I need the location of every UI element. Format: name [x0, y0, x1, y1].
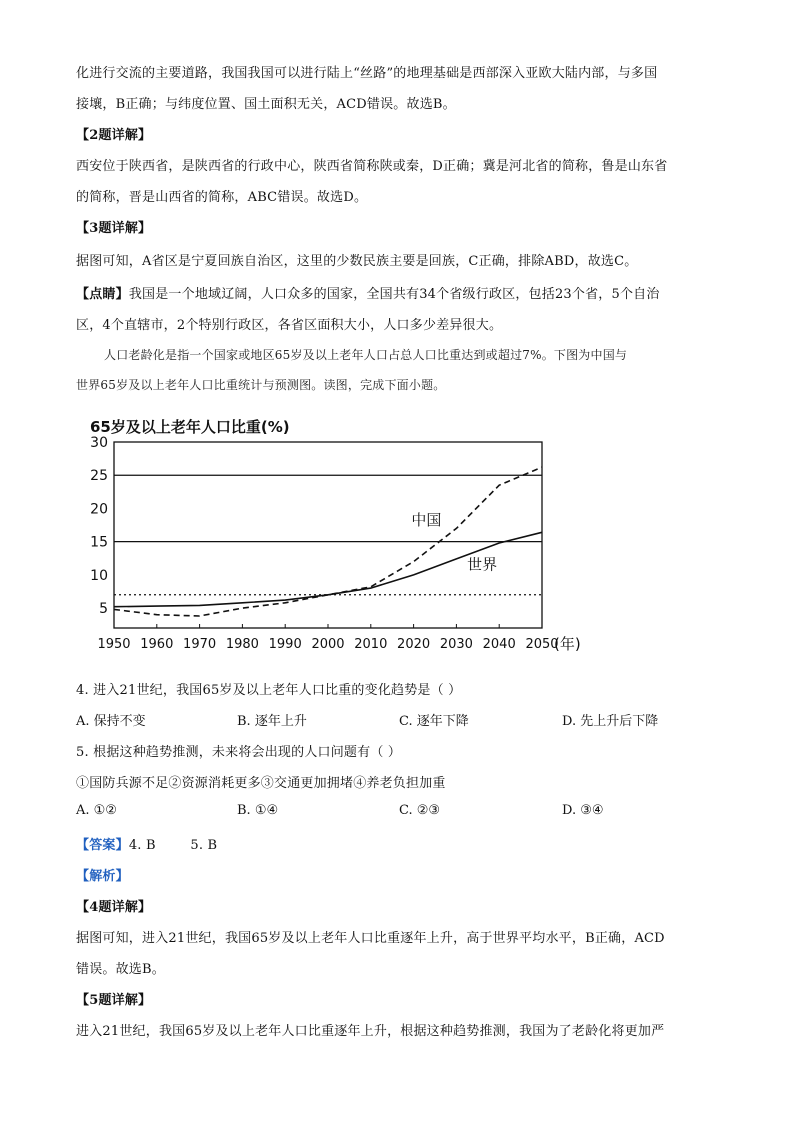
q5-option-b[interactable]: B. ①④ [237, 803, 279, 818]
section-heading-q5: 【5题详解】 [76, 993, 152, 1008]
paragraph-line: 据图可知，A省区是宁夏回族自治区，这里的少数民族主要是回族，C正确，排除ABD，故选C。 [76, 254, 638, 269]
analysis-label: 【解析】 [76, 869, 129, 884]
plot-frame [114, 442, 542, 628]
x-tick-label: 2030 [439, 637, 473, 652]
paragraph-line: 进入21世纪，我国65岁及以上老年人口比重逐年上升，根据这种趋势推测，我国为了老龄化将更加严 [76, 1024, 665, 1039]
intro-line: 人口老龄化是指一个国家或地区65岁及以上老年人口占总人口比重达到或超过7%。下图为中国与 [104, 348, 628, 362]
y-tick-label: 25 [90, 468, 108, 485]
chart-title: 65岁及以上老年人口比重(%) [90, 418, 290, 436]
x-tick-label: 1950 [97, 637, 131, 652]
question-5: 5. 根据这种趋势推测，未来将会出现的人口问题有（ ） [76, 745, 402, 760]
q5-option-d[interactable]: D. ③④ [562, 803, 604, 818]
x-tick-label: 2020 [397, 637, 431, 652]
answer-text: 4. B 5. B [128, 838, 218, 853]
answer-line [76, 834, 217, 853]
x-tick-label: 1980 [225, 637, 259, 652]
x-tick-label: 2040 [482, 637, 516, 652]
y-tick-label: 15 [90, 534, 108, 551]
x-tick-label: 1970 [183, 637, 217, 652]
intro-line: 世界65岁及以上老年人口比重统计与预测图。读图，完成下面小题。 [76, 378, 446, 392]
paragraph-line: 的简称，晋是山西省的简称，ABC错误。故选D。 [76, 190, 368, 205]
paragraph-line: 化进行交流的主要道路，我国我国可以进行陆上“丝路”的地理基础是西部深入亚欧大陆内部，与多国 [76, 66, 658, 81]
tip-line [76, 283, 660, 302]
x-axis-unit: (年) [554, 635, 581, 653]
question-4: 4. 进入21世纪，我国65岁及以上老年人口比重的变化趋势是（ ） [76, 683, 462, 698]
x-tick-label: 1960 [140, 637, 174, 652]
section-heading-q3: 【3题详解】 [76, 221, 152, 236]
x-tick-label: 2050 [525, 637, 559, 652]
x-tick-label: 2010 [354, 637, 388, 652]
q4-option-b[interactable]: B. 逐年上升 [237, 714, 307, 729]
question-5-items: ①国防兵源不足②资源消耗更多③交通更加拥堵④养老负担加重 [76, 776, 446, 791]
x-tick-label: 1990 [268, 637, 302, 652]
q4-option-d[interactable]: D. 先上升后下降 [562, 714, 659, 729]
y-tick-label: 20 [90, 501, 108, 518]
aging-population-chart [86, 410, 626, 660]
section-heading-q2: 【2题详解】 [76, 128, 152, 143]
q4-option-a[interactable]: A. 保持不变 [76, 714, 146, 729]
y-tick-label: 5 [99, 601, 108, 618]
y-tick-label: 10 [90, 567, 108, 584]
paragraph-line: 接壤，B正确；与纬度位置、国土面积无关，ACD错误。故选B。 [76, 97, 456, 112]
paragraph-line: 区，4个直辖市，2个特别行政区，各省区面积大小，人口多少差异很大。 [76, 318, 503, 333]
tip-text: 我国是一个地域辽阔，人口众多的国家，全国共有34个省级行政区，包括23个省，5个自治 [128, 287, 660, 302]
x-tick-label: 2000 [311, 637, 345, 652]
series-label: 中国 [411, 511, 442, 530]
series-label: 世界 [467, 555, 498, 574]
paragraph-line: 错误。故选B。 [76, 962, 165, 977]
paragraph-line: 西安位于陕西省，是陕西省的行政中心，陕西省简称陕或秦，D正确；冀是河北省的简称，鲁是山东省 [76, 159, 668, 174]
paragraph-line: 据图可知，进入21世纪，我国65岁及以上老年人口比重逐年上升，高于世界平均水平，B正确，ACD [76, 931, 665, 946]
q5-option-a[interactable]: A. ①② [76, 803, 117, 818]
section-heading-q4: 【4题详解】 [76, 900, 152, 915]
answer-label: 【答案】 [76, 838, 129, 853]
tip-label: 【点睛】 [76, 287, 129, 302]
q5-option-c[interactable]: C. ②③ [399, 803, 441, 818]
y-tick-label: 30 [90, 435, 108, 451]
q4-option-c[interactable]: C. 逐年下降 [399, 714, 469, 729]
